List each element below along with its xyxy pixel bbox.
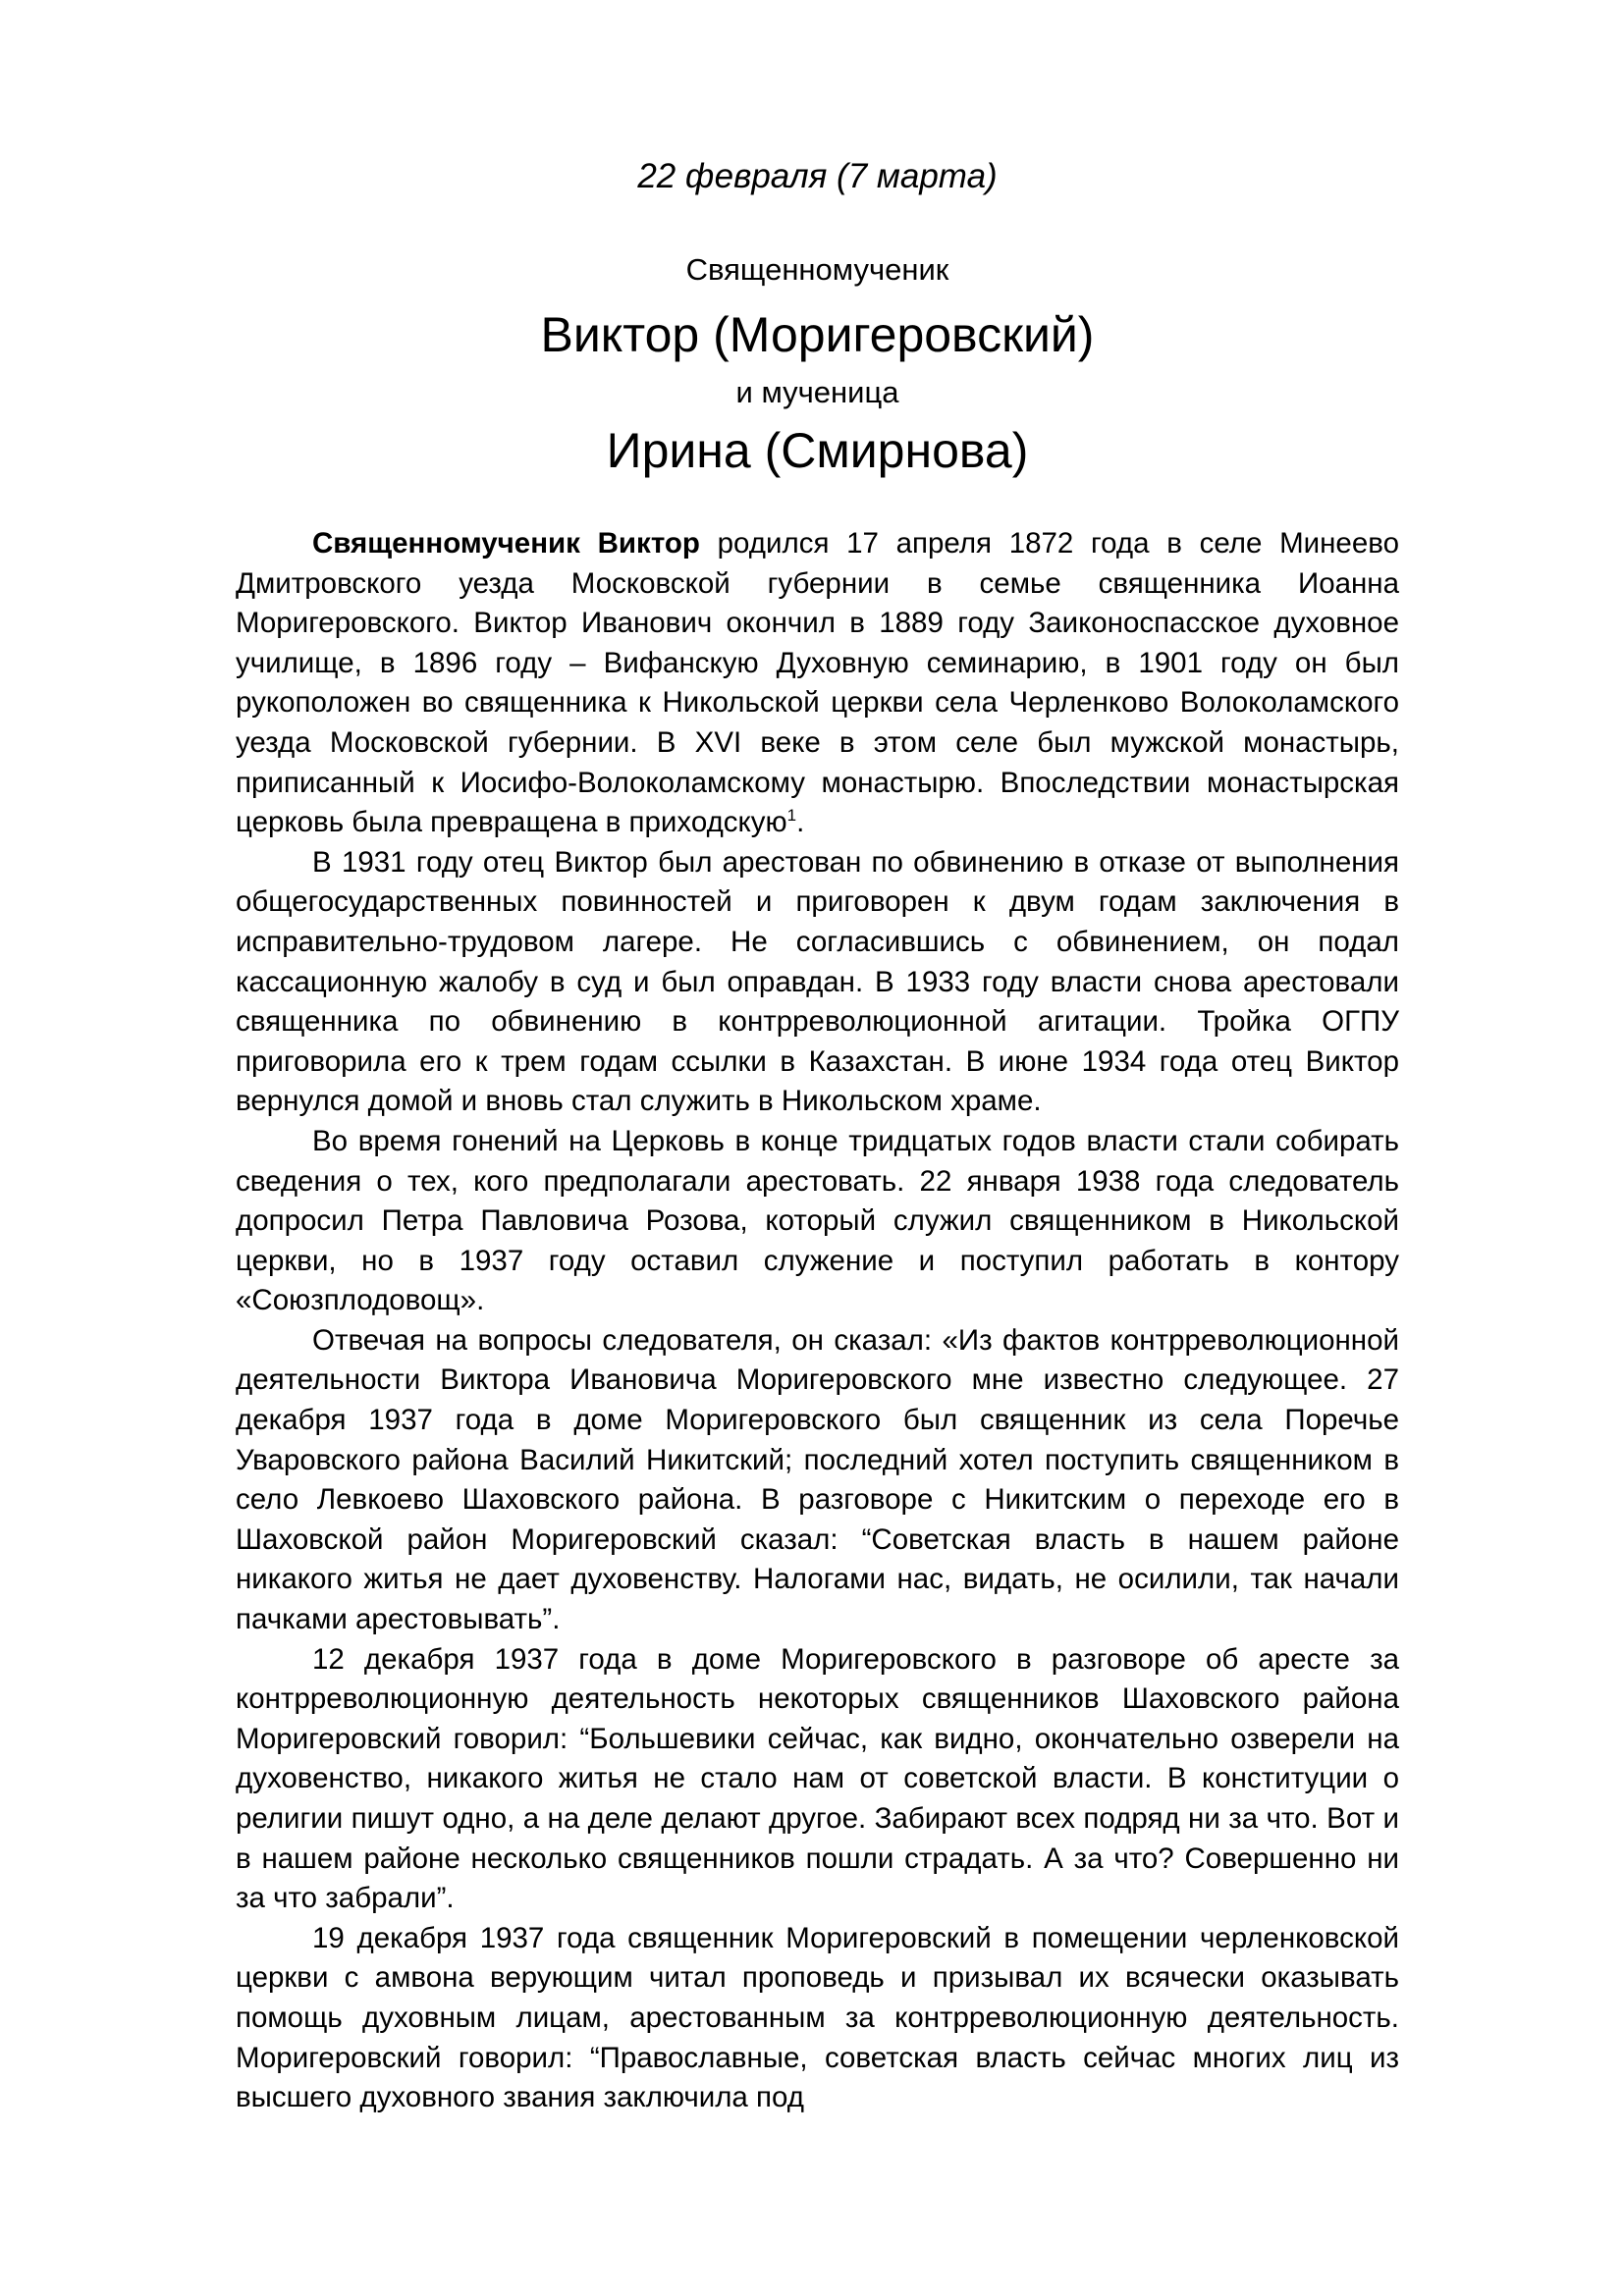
saint-name-irina: Ирина (Смирнова) [606, 423, 1029, 478]
paragraph-3: Во время гонений на Церковь в конце тридцатых годов власти стали собирать сведения о тех, кого предполагали арестовать. 22 января 1938 года следователь допросил Петра Павловича Розова, который служил священником в Никольской церкви, но в 1937 году оставил служение и поступил работать в контору «Союзплодовощ». [236, 1124, 1399, 1317]
paragraph-5: 12 декабря 1937 года в доме Моригеровского в разговоре об аресте за контрреволюционную деятельность некоторых священников Шаховского района Моригеровский говорил: “Большевики сейчас, как видно, окончательно озверели на духовенство, никакого житья не стало нам от советской власти. В конституции о религии пишут одно, а на деле делают другое. Забирают всех подряд ни за что. Вот и в нашем районе несколько священников пошли страдать. А за что? Совершенно ни за что забрали”. [236, 1642, 1399, 1915]
paragraph-4: Отвечая на вопросы следователя, он сказал: «Из фактов контрреволюционной деятельности Виктора Ивановича Моригеровского мне известно следующее. 27 декабря 1937 года в доме Моригеровского был священник из села Поречье Уваровского района Василий Никитский; последний хотел поступить священником в село Левкоево Шаховского района. В разговоре с Никитским о переходе его в Шаховской район Моригеровский сказал: “Советская власть в нашем районе никакого житья не дает духовенству. Налогами нас, видать, не осилили, так начали пачками арестовывать”. [236, 1323, 1399, 1636]
feast-date: 22 февраля (7 марта) [637, 157, 998, 195]
footnote-ref: 1 [786, 806, 797, 826]
paragraph-6: 19 декабря 1937 года священник Моригеровский в помещении черленковской церкви с амвона верующим читал проповедь и призывал их всячески оказывать помощь духовным лицам, арестованным за контрреволюционную деятельность. Моригеровский говорил: “Православные, советская власть сейчас многих лиц из высшего духовного звания заключила под [236, 1921, 1399, 2114]
saint-rank: Священномученик [685, 252, 949, 287]
saint-name-victor: Виктор (Моригеровский) [540, 307, 1095, 362]
article-body [236, 524, 1399, 2118]
paragraph-2: В 1931 году отец Виктор был арестован по обвинению в отказе от выполнения общегосударственных повинностей и приговорен к двум годам заключения в исправительно-трудовом лагере. Не согласившись с обвинением, он подал кассационную жалобу в суд и был оправдан. В 1933 году власти снова арестовали священника по обвинению в контрреволюционной агитации. Тройка ОГПУ приговорила его к трем годам ссылки в Казахстан. В июне 1934 года отец Виктор вернулся домой и вновь стал служить в Никольском храме. [236, 845, 1399, 1118]
paragraph-1-text: родился 17 апреля 1872 года в селе Минеево Дмитровского уезда Московской губернии в семье священника Иоанна Моригеровского. Виктор Иванович окончил в 1889 году Заиконоспасское духовное училище, в 1896 году – Вифанскую Духовную семинарию, в 1901 году он был рукоположен во священника к Никольской церкви села Черленково Волоколамского уезда Московской губернии. В XVI веке в этом селе был мужской монастырь, приписанный к Иосифо-Волоколамскому монастырю. Впоследствии монастырская церковь была превращена в приходскую [236, 527, 1399, 839]
paragraph-1 [236, 524, 1399, 843]
paragraph-1-end: . [796, 806, 805, 839]
bold-lead: Священномученик Виктор [312, 527, 700, 560]
martyr-line: и мученица [735, 375, 899, 409]
